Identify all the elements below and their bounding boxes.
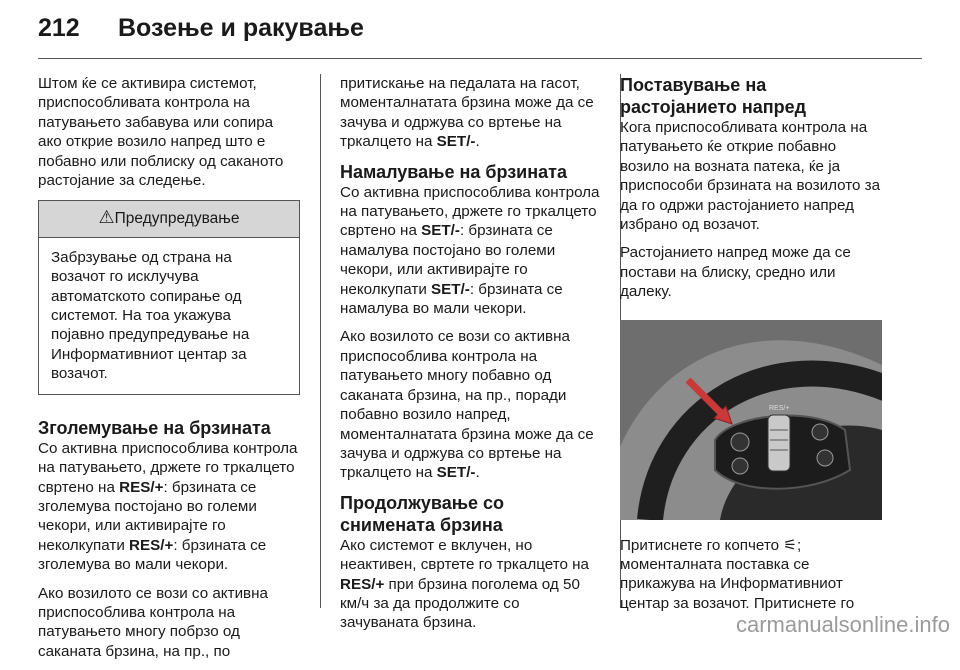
warning-icon: ⚠: [98, 207, 115, 228]
column-3: [620, 74, 882, 622]
paragraph: Со активна приспособлива контрола на патувањето, држете го тркалцето свртено на RES/+: брзината се зголемува постојано во големи чекори, или активирајте го неколкупати RES/+: брзината се зголемува во мали чекори.: [38, 439, 298, 574]
page-header: [38, 14, 364, 43]
paragraph: Ако системот е вклучен, но неактивен, свртете го тркалцето на RES/+ при брзина поголема од 50 км/ч за да продолжите со зачуваната брзина.: [340, 536, 589, 632]
section-heading: Зголемување на брзината: [38, 417, 271, 438]
paragraph: Притиснете го копчето ⚟; моменталната поставка се прикажува на Информативниот центар за возачот. Притиснете го: [620, 536, 855, 612]
column-1: [38, 74, 300, 670]
section-heading: Намалување на брзината: [340, 161, 567, 182]
warning-title: Предупредување: [114, 210, 240, 228]
watermark: carmanualsonline.info: [735, 612, 950, 637]
section-heading: Поставување на растојанието напред: [620, 75, 807, 117]
intro-paragraph: Штом ќе се активира системот, приспособливата контрола на патувањето забавува или сопира ако открие возило напред што е побавно или поблиску од саканото растојание за следење.: [38, 75, 284, 190]
page-number: 212: [38, 14, 80, 42]
warning-box: [38, 200, 300, 394]
paragraph: Ако возилото се вози со активна приспособлива контрола на патувањето многу побавно од саканата брзина, на пр., поради побавно возило напред, моменталнатата брзина може да се зачува и одржува со вртење на тркалцето на SET/-.: [340, 328, 594, 482]
column-2: [340, 74, 602, 642]
res-label: RES/+: [769, 404, 790, 412]
header-rule: [38, 58, 922, 59]
section-heading: Продолжување со снимената брзина: [340, 492, 505, 535]
warning-header: [39, 201, 299, 237]
column-divider: [320, 74, 321, 608]
paragraph: Кога приспособливата контрола на патувањето ќе открие побавно возило на возната патека, ќе ја приспособи брзината на возилото за да го одржи растојанието напред избрано од возачот.: [620, 119, 881, 234]
distance-button-icon: ⚟: [783, 536, 797, 554]
steering-wheel-controls-illustration: [620, 320, 882, 520]
paragraph: Со активна приспособлива контрола на патувањето, држете го тркалцето свртено на SET/-: брзината се намалува постојано во големи чекори, или активирајте го неколкупати SET/-: брзината се намалува во мали чекори.: [340, 183, 600, 318]
paragraph: притискање на педалата на гасот, моменталнатата брзина може да се зачува и одржува со вртење на тркалцето на SET/-.: [340, 75, 594, 151]
chapter-title: Возење и ракување: [118, 14, 364, 42]
paragraph: Ако возилото се вози со активна приспособлива контрола на патувањето многу побрзо од саканата брзина, на пр., по: [38, 584, 268, 660]
warning-text: Забрзување од страна на возачот го исклучува автоматското сопирање од системот. На тоа укажува појавно предупредување на Информативниот центар за возачот.: [51, 248, 250, 383]
paragraph: Растојанието напред може да се постави на блиску, средно или далеку.: [620, 244, 851, 301]
